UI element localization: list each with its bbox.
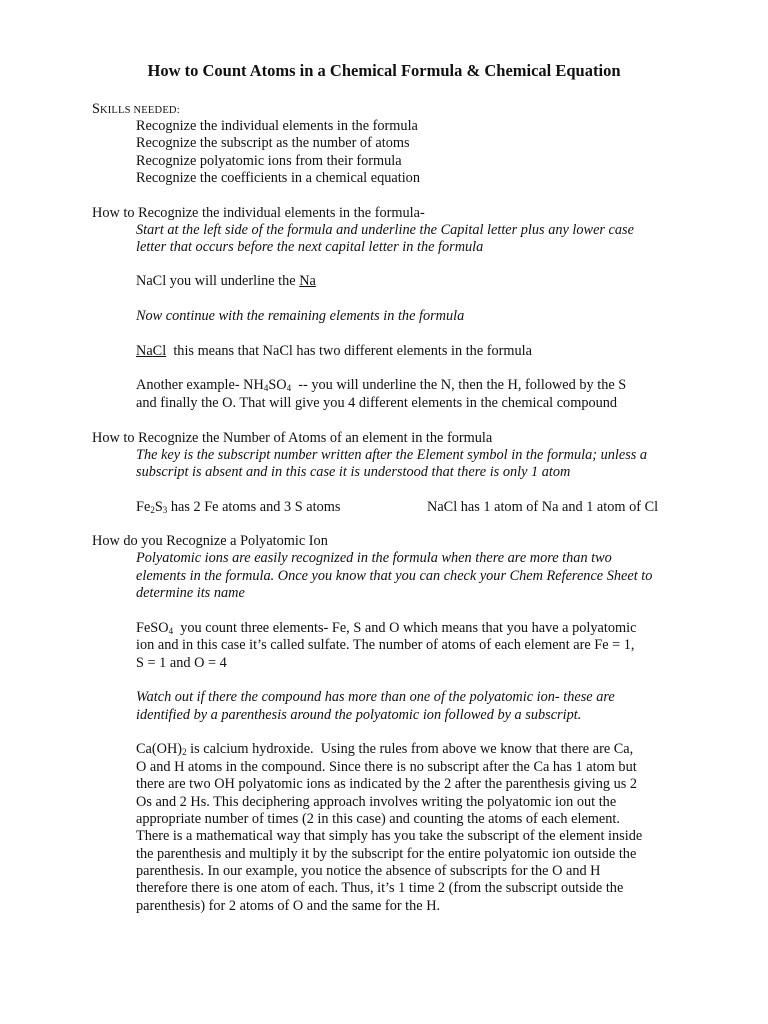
paragraph-line: Os and 2 Hs. This deciphering approach involves writing the polyatomic ion out the bbox=[136, 794, 617, 810]
example-text: NaCl you will underline the bbox=[136, 273, 300, 289]
paragraph-line: there are two OH polyatomic ions as indicated by the 2 after the parenthesis giving us 2 bbox=[136, 776, 638, 792]
skills-heading bbox=[92, 101, 180, 120]
example-text: and finally the O. That will give you 4 different elements in the chemical compound bbox=[136, 395, 618, 411]
skills-heading-initial: S bbox=[92, 101, 100, 117]
section-heading-polyatomic: How do you Recognize a Polyatomic Ion bbox=[92, 533, 328, 549]
example-text: Ca(OH) bbox=[136, 741, 183, 757]
paragraph-line: O and H atoms in the compound. Since there is no subscript after the Ca has 1 atom but bbox=[136, 759, 637, 775]
example-text: FeSO bbox=[136, 620, 169, 636]
subscript: 4 bbox=[286, 383, 292, 393]
example-nacl-two-elements bbox=[136, 343, 532, 361]
instruction-text: determine its name bbox=[136, 585, 245, 601]
paragraph-line: parenthesis) for 2 atoms of O and the same for the H. bbox=[136, 898, 441, 914]
subscript: 4 bbox=[168, 626, 174, 636]
paragraph-line: parenthesis. In our example, you notice the absence of subscripts for the O and H bbox=[136, 863, 601, 879]
page-title: How to Count Atoms in a Chemical Formula & Chemical Equation bbox=[147, 61, 621, 80]
instruction-text: The key is the subscript number written after the Element symbol in the formula; unless a bbox=[136, 447, 648, 463]
subscript: 2 bbox=[150, 505, 155, 515]
skills-heading-rest: KILLS NEEDED: bbox=[99, 105, 180, 116]
example-text: Fe bbox=[136, 499, 151, 515]
instruction-text: identified by a parenthesis around the polyatomic ion followed by a subscript. bbox=[136, 707, 582, 723]
skill-item: Recognize polyatomic ions from their formula bbox=[136, 153, 402, 169]
example-text: ion and in this case it’s called sulfate. The number of atoms of each element are Fe = 1, bbox=[136, 637, 635, 653]
subscript: 3 bbox=[162, 505, 168, 515]
example-text: is calcium hydroxide. Using the rules from above we know that there are Ca, bbox=[186, 741, 634, 757]
instruction-text: subscript is absent and in this case it is understood that there is only 1 atom bbox=[136, 464, 571, 480]
paragraph-line: therefore there is one atom of each. Thus, it’s 1 time 2 (from the subscript outside the bbox=[136, 880, 624, 896]
example-nacl-underline bbox=[136, 273, 316, 291]
section-heading-elements: How to Recognize the individual elements in the formula- bbox=[92, 205, 425, 221]
instruction-text: Now continue with the remaining elements in the formula bbox=[136, 308, 465, 324]
example-text: this means that NaCl has two different elements in the formula bbox=[166, 343, 532, 359]
example-text: S = 1 and O = 4 bbox=[136, 655, 227, 671]
example-feso4 bbox=[136, 620, 636, 638]
skill-item: Recognize the coefficients in a chemical equation bbox=[136, 170, 420, 186]
example-text: SO bbox=[268, 377, 287, 393]
paragraph-line: appropriate number of times (2 in this case) and counting the atoms of each element. bbox=[136, 811, 620, 827]
example-text: you count three elements- Fe, S and O which means that you have a polyatomic bbox=[173, 620, 637, 636]
instruction-text: letter that occurs before the next capital letter in the formula bbox=[136, 239, 484, 255]
underlined-element: Na bbox=[136, 343, 153, 359]
example-text: -- you will underline the N, then the H, followed by the S bbox=[291, 377, 627, 393]
section-heading-atoms: How to Recognize the Number of Atoms of an element in the formula bbox=[92, 430, 493, 446]
example-text: Another example- NH bbox=[136, 377, 264, 393]
example-nh4so4 bbox=[136, 377, 626, 395]
paragraph-line: There is a mathematical way that simply has you take the subscript of the element inside bbox=[136, 828, 643, 844]
paragraph-line: the parenthesis and multiply it by the subscript for the entire polyatomic ion outside the bbox=[136, 846, 637, 862]
instruction-text: Watch out if there the compound has more than one of the polyatomic ion- these are bbox=[136, 689, 615, 705]
example-text: has 2 Fe atoms and 3 S atoms bbox=[167, 499, 341, 515]
underlined-element: Na bbox=[299, 273, 316, 289]
subscript: 2 bbox=[182, 747, 187, 757]
instruction-text: Polyatomic ions are easily recognized in the formula when there are more than two bbox=[136, 550, 612, 566]
example-nacl-atoms: NaCl has 1 atom of Na and 1 atom of Cl bbox=[427, 499, 659, 515]
skill-item: Recognize the individual elements in the formula bbox=[136, 118, 418, 134]
example-caoh2 bbox=[136, 741, 633, 759]
instruction-text: Start at the left side of the formula and underline the Capital letter plus any lower case bbox=[136, 222, 634, 238]
subscript: 4 bbox=[263, 383, 269, 393]
example-fe2s3 bbox=[136, 499, 340, 517]
example-text: S bbox=[154, 499, 163, 515]
skill-item: Recognize the subscript as the number of atoms bbox=[136, 135, 410, 151]
underlined-element: Cl bbox=[152, 343, 167, 359]
instruction-text: elements in the formula. Once you know that you can check your Chem Reference Sheet to bbox=[136, 568, 653, 584]
